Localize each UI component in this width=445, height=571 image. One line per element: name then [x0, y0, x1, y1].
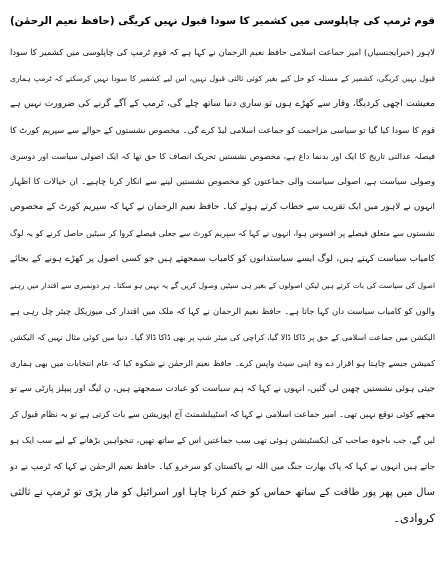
article-line: الیکشن میں جماعت اسلامی کے حق پر ڈاکا ڈالا گیا، کراچی کی میئر شپ پر بھی ڈاکا ڈالا گیا۔ دنیا میں کوئی مثال نہیں کہ الیکشن [10, 332, 435, 342]
article-line: قبول نہیں کریگی، کشمیر کے مسئلہ کو حل کیے بغیر کوئی ثالثی قبول نہیں، اس لیے کشمیر کا سودا نہیں کرسکتے کہ ٹرمپ ہماری [10, 73, 435, 83]
article-line: لیں گے، جب باجوہ صاحب کی ایکسٹینشن ہوئی تھی سب جماعتیں اس کے ساتھ تھیں، تنخواہیں بڑھانے کے لیے سب ایک ہو [10, 435, 435, 446]
article-line: لاہور (خبرایجنسیاں) امیر جماعت اسلامی حافظ نعیم الرحمان نے کہا ہے کہ قوم ٹرمپ کی چاپلوسی میں کشمیر کا سودا [10, 47, 435, 57]
article-line: قوم کا سودا کیا گیا تو سیاسی مزاحمت کو جماعت اسلامی لیڈ کرے گی۔ مخصوص نشستوں کے حوالے سے سپریم کورٹ کا [10, 124, 435, 135]
article-line: مجھے کوئی توقع نہیں تھی۔ امیر جماعت اسلامی نے کہا کہ اسٹیبلشمنٹ آج اپوزیشن سے بات کرتی ہے تو یہ نظام قبول کر [10, 409, 435, 420]
article-line: جاتے ہیں انہوں نے کہا کہ پاک بھارت جنگ میں اللہ نے پاکستان کو سرخرو کیا۔ حافظ نعیم الرحمٰن نے کہا کہ ٹرمپ نے دو [10, 461, 435, 472]
article-line: نشستوں سے متعلق فیصلے پر افسوس ہوا، انہوں نے کہا کہ سپریم کورٹ سے جعلی فیصلے کروا کر سیٹیں حاصل کرنے کو یہ لوگ [10, 229, 435, 239]
article-body [10, 40, 435, 532]
article-line: والوں کو کامیاب سیاست دان کہا جاتا ہے۔ حافظ نعیم الرحمان نے کہا کہ ملک میں اقتدار کی میوزیکل چیئر چل رہی ہے [10, 305, 435, 316]
article-line: معیشت اچھی کردیگا، وقار سے کھڑے ہوں تو ساری دنیا ساتھ چلے گی، ٹرمپ کے آگے گرنے کی ضرورت نہیں ہے [10, 98, 435, 109]
article-line: کامیاب سیاست کہتے ہیں، لوگ ایسے سیاستدانوں کو کامیاب سمجھتے ہیں جو کسی اصول پر کھڑے ہونے کے بجائے [10, 254, 435, 265]
article-line: انہوں نے لاہور میں ایک تقریب سے خطاب کرتے ہوئے کیا۔ حافظ نعیم الرحمان نے کہا کہ سپریم کورٹ کے مخصوص [10, 202, 435, 213]
article-line: جیتی ہوئی نشستیں چھین لی گئیں، انہوں نے کہا کہ ہم سیاست کو عبادت سمجھتے ہیں، ن لیگ اور پیپلز پارٹی سے تو [10, 383, 435, 394]
article-line: وصولی سیاست ہے، اصولی سیاست والی جماعتوں کو مخصوص نشستیں لینے سے انکار کرنا چاہیے۔ ان خیالات کا اظہار [10, 176, 435, 187]
article-line: فیصلہ عدالتی تاریخ کا ایک اور بدنما داغ ہے، مخصوص نشستیں تحریک انصاف کا حق تھا کہ ایک اصولی سیاست اور دوسری [10, 150, 435, 161]
article-headline: قوم ٹرمپ کی چاپلوسی میں کشمیر کا سودا قبول نہیں کریگی (حافظ نعیم الرحمٰن) [10, 15, 435, 27]
article-line: کمیشن جیسے چاہتا ہو اقرار دے وہ اپنی سیٹ واپس کرے۔ حافظ نعیم الرحمٰن نے شکوہ کیا کہ عام انتخابات میں بھی ہماری [10, 357, 435, 368]
article-line: کروادی۔ [393, 511, 435, 526]
article-line: سال میں پھر پور طاقت کے ساتھ حماس کو ختم کرنا چاہا اور اسرائیل کو مار پڑی تو ٹرمپ نے ثالثی [10, 487, 435, 499]
article-line: اصول کی سیاست کی بات کرتے ہیں لیکن اصولوں کے بغیر ہی سیٹیں وصول کریں گے یہ نہیں ہو سکتا۔ ہر دونمبری سے اقتدار میں رہنے [10, 281, 435, 291]
